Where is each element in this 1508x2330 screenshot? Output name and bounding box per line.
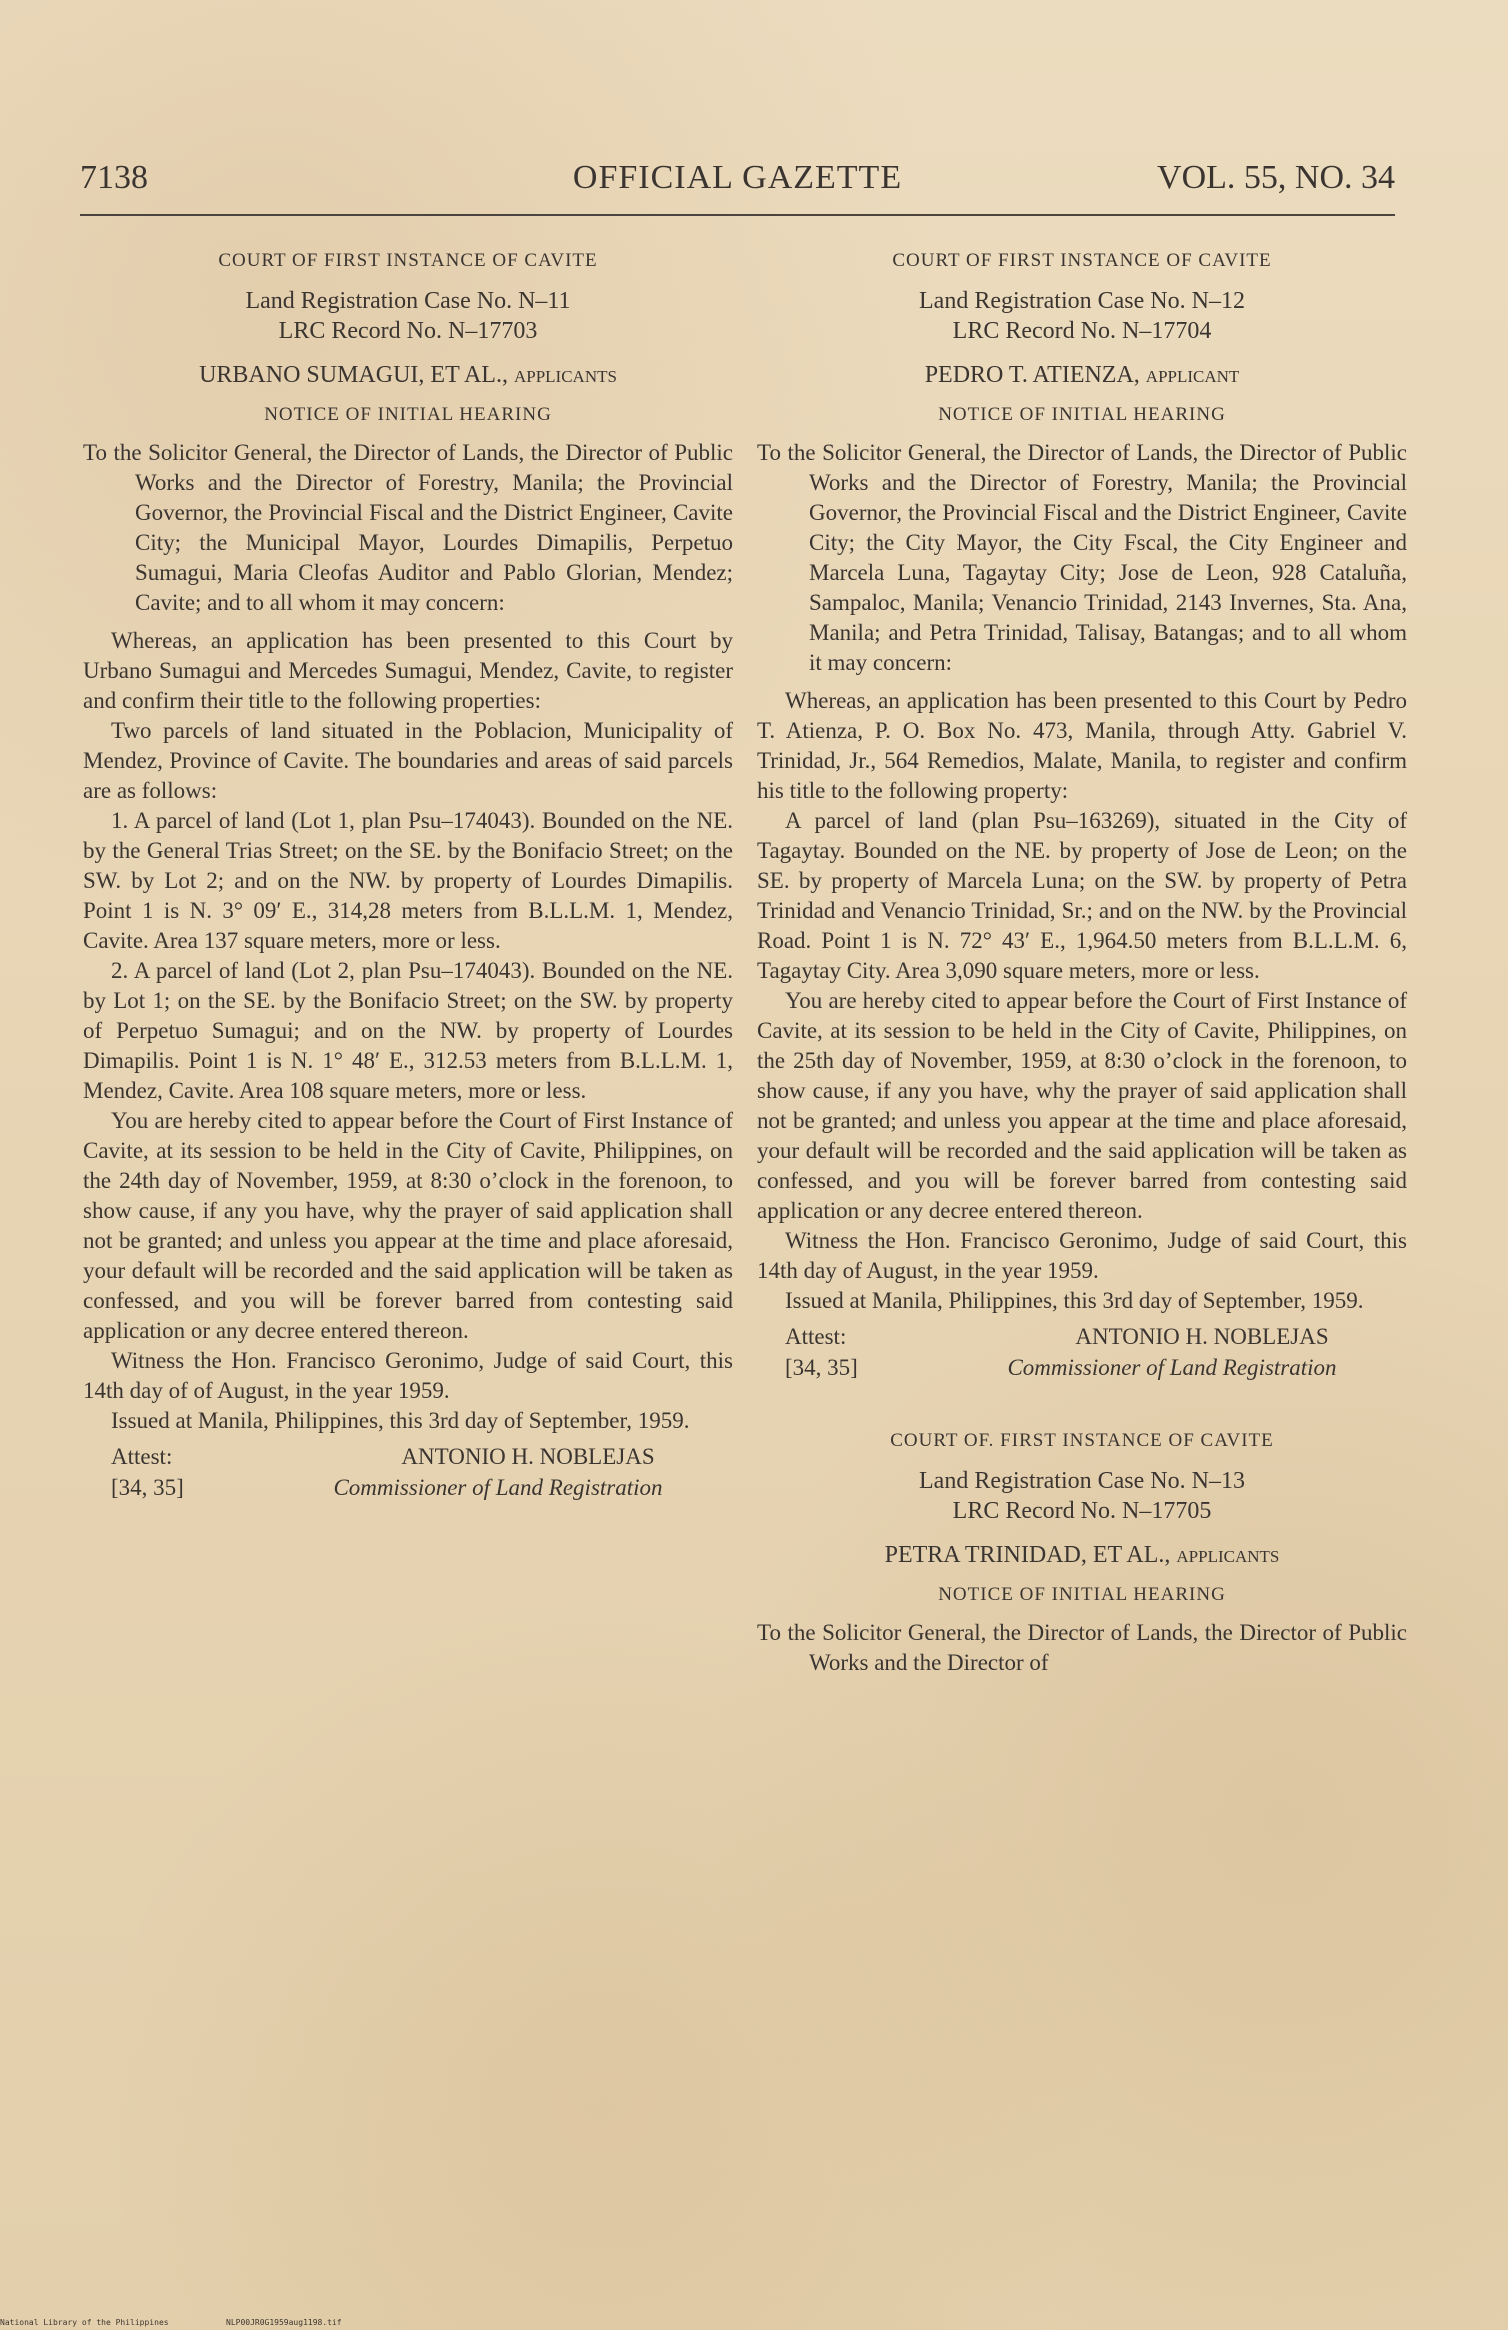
court-heading: COURT OF FIRST INSTANCE OF CAVITE xyxy=(218,250,598,271)
court-heading: COURT OF FIRST INSTANCE OF CAVITE xyxy=(892,250,1272,271)
record-number: LRC Record No. N–17704 xyxy=(952,318,1212,344)
notice-title: NOTICE OF INITIAL HEARING xyxy=(264,404,552,425)
page-number: 7138 xyxy=(80,159,148,196)
address-paragraph: To the Solicitor General, the Director of Lands, the Director of Public Works and the Director of Forestry, Manila; the Provincial Governor, the Provincial Fiscal and the District Engineer, Cavite City; the City Mayor, the City Fscal, the City Engineer and Marcela Luna, Tagaytay City; Jose de Leon, 928 Cataluña, Sampaloc, Manila; Venancio Trinidad, 2143 Invernes, Sta. Ana, Manila; and Petra Trinidad, Talisay, Batangas; and to all whom it may concern: xyxy=(757,440,1407,675)
issue-reference: [34, 35] xyxy=(785,1355,858,1380)
footer-library-label: National Library of the Philippines xyxy=(0,2318,169,2327)
address-paragraph: To the Solicitor General, the Director of Lands, the Director of Public Works and the Director of xyxy=(757,1620,1407,1675)
summons-paragraph: You are hereby cited to appear before the Court of First Instance of Cavite, at its session to be held in the City of Cavite, Philippines, on the 24th day of November, 1959, at 8:30 o’clock in the forenoon, to show cause, if any you have, why the prayer of said application shall not be granted; and unless you appear at the time and place aforesaid, your default will be recorded and the said application will be taken as confessed, and you will be forever barred from contesting said application or any decree entered thereon. xyxy=(83,1108,733,1343)
signer-name: ANTONIO H. NOBLEJAS xyxy=(1075,1324,1329,1349)
page-header xyxy=(80,158,1395,222)
applicants-line: PEDRO T. ATIENZA, applicant xyxy=(924,362,1240,388)
record-number: LRC Record No. N–17705 xyxy=(952,1498,1212,1524)
notice-title: NOTICE OF INITIAL HEARING xyxy=(938,404,1226,425)
attestation-block xyxy=(757,1322,1407,1384)
address-paragraph: To the Solicitor General, the Director of Lands, the Director of Public Works and the Director of Forestry, Manila; the Provincial Governor, the Provincial Fiscal and the District Engineer, Cavite City; the Municipal Mayor, Lourdes Dimapilis, Perpetuo Sumagui, Maria Cleofas Auditor and Pablo Glorian, Mendez; Cavite; and to all whom it may concern: xyxy=(83,440,733,615)
notice-title: NOTICE OF INITIAL HEARING xyxy=(938,1584,1226,1605)
witness-paragraph: Witness the Hon. Francisco Geronimo, Judge of said Court, this 14th day of of August, in the year 1959. xyxy=(83,1348,733,1403)
left-column xyxy=(83,246,733,1504)
issue-reference: [34, 35] xyxy=(111,1475,184,1500)
volume-number: VOL. 55, NO. 34 xyxy=(1157,159,1395,196)
attestation-block xyxy=(83,1442,733,1504)
notice-case-n11 xyxy=(83,246,733,1504)
lot-1-paragraph: 1. A parcel of land (Lot 1, plan Psu–174043). Bounded on the NE. by the General Trias Street; on the SE. by the Bonifacio Street; on the SW. by Lot 2; and on the NW. by property of Lourdes Dimapilis. Point 1 is N. 3° 09′ E., 314,28 meters from B.L.L.M. 1, Mendez, Cavite. Area 137 square meters, more or less. xyxy=(83,808,733,953)
issued-paragraph: Issued at Manila, Philippines, this 3rd day of September, 1959. xyxy=(785,1288,1364,1313)
witness-paragraph: Witness the Hon. Francisco Geronimo, Judge of said Court, this 14th day of August, in the year 1959. xyxy=(757,1228,1407,1283)
applicants-line: PETRA TRINIDAD, ET AL., applicants xyxy=(884,1542,1280,1568)
parcel-paragraph: A parcel of land (plan Psu–163269), situated in the City of Tagaytay. Bounded on the NE. by property of Jose de Leon; on the SE. by property of Marcela Luna; on the SW. by property of Petra Trinidad and Venancio Trinidad, Sr.; and on the NW. by the Provincial Road. Point 1 is N. 72° 43′ E., 1,964.50 meters from B.L.L.M. 6, Tagaytay City. Area 3,090 square meters, more or less. xyxy=(757,808,1407,983)
issued-paragraph: Issued at Manila, Philippines, this 3rd day of September, 1959. xyxy=(111,1408,690,1433)
header-rule xyxy=(80,214,1395,216)
parcels-intro-paragraph: Two parcels of land situated in the Poblacion, Municipality of Mendez, Province of Cavite. The boundaries and areas of said parcels are as follows: xyxy=(83,718,733,803)
publication-title: OFFICIAL GAZETTE xyxy=(572,159,903,196)
notice-case-n12 xyxy=(757,246,1407,1384)
record-number: LRC Record No. N–17703 xyxy=(278,318,538,344)
right-column xyxy=(757,246,1407,1686)
notice-case-n13 xyxy=(757,1426,1407,1678)
applicants-line: URBANO SUMAGUI, ET AL., applicants xyxy=(199,362,617,388)
whereas-paragraph: Whereas, an application has been presented to this Court by Pedro T. Atienza, P. O. Box No. 473, Manila, through Atty. Gabriel V. Trinidad, Jr., 564 Remedios, Malate, Manila, to register and confirm his title to the following property: xyxy=(757,688,1407,803)
whereas-paragraph: Whereas, an application has been presented to this Court by Urbano Sumagui and Mercedes Sumagui, Mendez, Cavite, to register and confirm their title to the following properties: xyxy=(83,628,733,713)
lot-2-paragraph: 2. A parcel of land (Lot 2, plan Psu–174043). Bounded on the NE. by Lot 1; on the SE. by the Bonifacio Street; on the SW. by property of Perpetuo Sumagui; and on the NW. by property of Lourdes Dimapilis. Point 1 is N. 1° 48′ E., 312.53 meters from B.L.L.M. 1, Mendez, Cavite. Area 108 square meters, more or less. xyxy=(83,958,733,1103)
signer-title: Commissioner of Land Registration xyxy=(1007,1355,1337,1380)
case-number: Land Registration Case No. N–13 xyxy=(919,1468,1245,1494)
signer-name: ANTONIO H. NOBLEJAS xyxy=(401,1444,655,1469)
case-number: Land Registration Case No. N–12 xyxy=(919,288,1245,314)
signer-title: Commissioner of Land Registration xyxy=(333,1475,663,1500)
summons-paragraph: You are hereby cited to appear before the Court of First Instance of Cavite, at its session to be held in the City of Cavite, Philippines, on the 25th day of November, 1959, at 8:30 o’clock in the forenoon, to show cause, if any you have, why the prayer of said application shall not be granted; and unless you appear at the time and place aforesaid, your default will be recorded and the said application will be taken as confessed, and you will be forever barred from contesting said application or any decree entered thereon. xyxy=(757,988,1407,1223)
footer-file-name: NLP00JR0G1959aug1198.tif xyxy=(226,2318,342,2327)
attest-label: Attest: xyxy=(785,1324,847,1349)
court-heading: COURT OF. FIRST INSTANCE OF CAVITE xyxy=(890,1430,1274,1451)
attest-label: Attest: xyxy=(111,1444,173,1469)
case-number: Land Registration Case No. N–11 xyxy=(245,288,571,314)
